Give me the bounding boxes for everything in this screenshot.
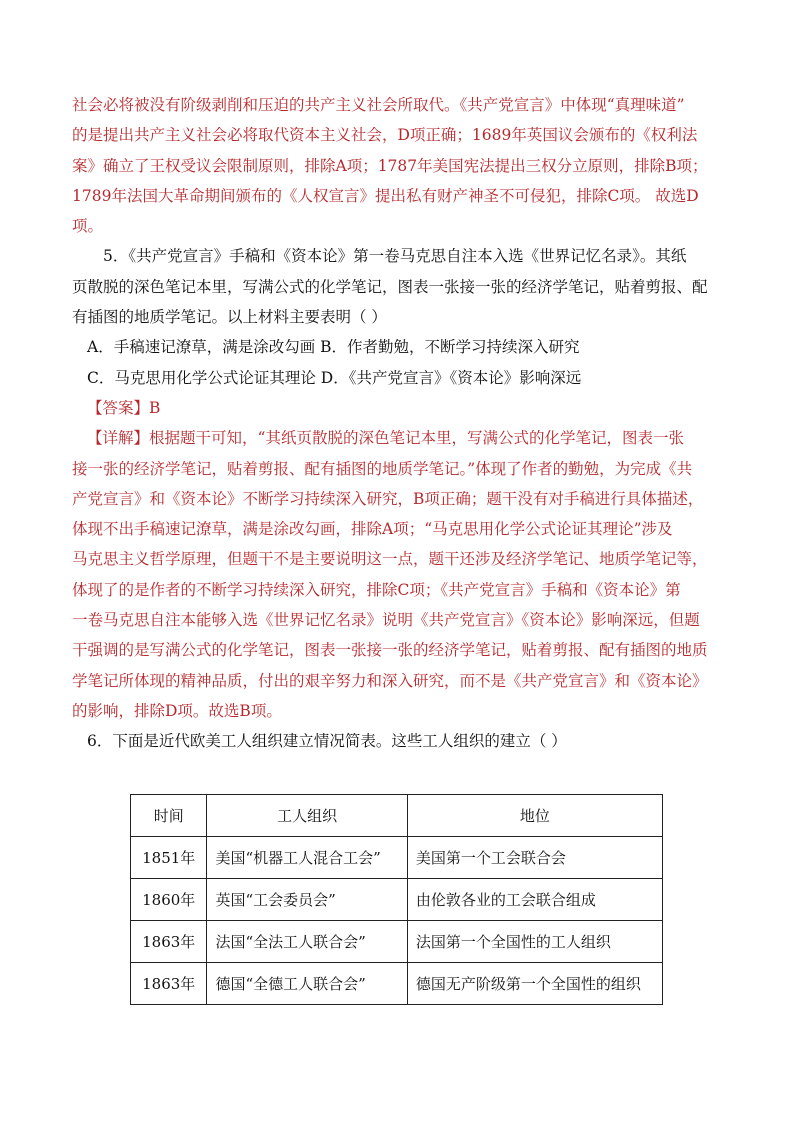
question-5-stem: 页散脱的深色笔记本里，写满公式的化学笔记，图表一张接一张的经济学笔记，贴着剪报、配: [72, 277, 708, 296]
detail-tag: 【详解】: [87, 429, 150, 448]
table-cell-status: 美国第一个工会联合会: [407, 837, 662, 879]
question-5-stem: 5．《共产党宣言》手稿和《资本论》第一卷马克思自注本入选《世界记忆名录》。其纸: [103, 247, 687, 266]
table-cell-year: 1860年: [131, 879, 207, 921]
explanation-line: 案》确立了王权受议会限制原则，排除A项；1787年美国宪法提出三权分立原则，排除B项；: [72, 156, 708, 175]
question-6-stem: 6．下面是近代欧美工人组织建立情况简表。这些工人组织的建立（ ）: [87, 732, 567, 751]
table-cell-year: 1851年: [131, 837, 207, 879]
explanation-line: 社会必将被没有阶级剥削和压迫的共产主义社会所取代。《共产党宣言》中体现“真理味道”: [72, 96, 685, 114]
table-header-row: [131, 795, 663, 837]
table-header: 地位: [407, 795, 662, 837]
table-row: [131, 963, 663, 1005]
detail-line: 干强调的是写满公式的化学笔记，图表一张接一张的经济学笔记，贴着剪报、配有插图的地质: [72, 641, 708, 660]
detail-line: 产党宣言》和《资本论》不断学习持续深入研究，B项正确；题干没有对手稿进行具体描述，: [72, 489, 704, 508]
detail-line: 体现不出手稿速记潦草，满是涂改勾画，排除A项；“马克思用化学公式论证其理论”涉及: [72, 520, 673, 539]
answer-value: B: [149, 398, 161, 417]
table-cell-status: 德国无产阶级第一个全国性的组织: [407, 963, 662, 1005]
table-cell-organization: 英国“工会委员会”: [207, 879, 407, 921]
detail-quote: “其纸页散脱的深色笔记本里，: [257, 429, 467, 448]
explanation-line: 1789年法国大革命期间颁布的《人权宣言》提出私有财产神圣不可侵犯，排除C项。 故选D: [72, 186, 699, 205]
table-cell-status: 由伦敦各业的工会联合组成: [407, 879, 662, 921]
detail-line: 的影响，排除D项。故选B项。: [72, 701, 282, 720]
detail-line: 马克思主义哲学原理，但题干不是主要说明这一点，题干还涉及经济学笔记、地质学笔记等，: [72, 550, 708, 569]
detail-line: 体现了的是作者的不断学习持续深入研究，排除C项；《共产党宣言》手稿和《资本论》第: [72, 580, 681, 599]
table-cell-organization: 法国“全法工人联合会”: [207, 921, 407, 963]
table-header: 工人组织: [207, 795, 407, 837]
table-row: [131, 921, 663, 963]
table-cell-organization: 美国“机器工人混合工会”: [207, 837, 407, 879]
explanation-line: 的是提出共产主义社会必将取代资本主义社会，D项正确；1689年英国议会颁布的《权利法: [72, 126, 698, 145]
question-5-stem: 有插图的地质学笔记。以上材料主要表明（ ）: [72, 308, 387, 327]
table-row: [131, 879, 663, 921]
question-5-options-cd: C．马克思用化学公式论证其理论 D．《共产党宣言》《资本论》影响深远: [87, 368, 582, 387]
worker-organizations-table: [130, 794, 663, 1005]
table-cell-status: 法国第一个全国性的工人组织: [407, 921, 662, 963]
question-5-options-ab: A．手稿速记潦草，满是涂改勾画 B．作者勤勉，不断学习持续深入研究: [87, 338, 580, 357]
detail-line: 接一张的经济学笔记，贴着剪报、配有插图的地质学笔记。”体现了作者的勤勉，为完成《共: [72, 459, 693, 478]
table-cell-year: 1863年: [131, 963, 207, 1005]
document-page: [72, 90, 736, 757]
detail-line: 学笔记所体现的精神品质，付出的艰辛努力和深入研究，而不是《共产党宣言》和《资本论》: [72, 671, 708, 690]
detail-line1-rest: 写满公式的化学笔记，图表一张: [466, 429, 684, 448]
detail-line: 一卷马克思自注本能够入选《世界记忆名录》说明《共产党宣言》《资本论》影响深远，但题: [72, 611, 700, 630]
answer-line: [72, 393, 736, 423]
table-cell-organization: 德国“全德工人联合会”: [207, 963, 407, 1005]
detail-first-line: [72, 423, 736, 453]
table-header: 时间: [131, 795, 207, 837]
table-row: [131, 837, 663, 879]
answer-tag: 【答案】: [87, 398, 150, 417]
detail-intro: 根据题干可知，: [149, 429, 258, 448]
table-cell-year: 1863年: [131, 921, 207, 963]
explanation-line: 项。: [72, 217, 104, 236]
